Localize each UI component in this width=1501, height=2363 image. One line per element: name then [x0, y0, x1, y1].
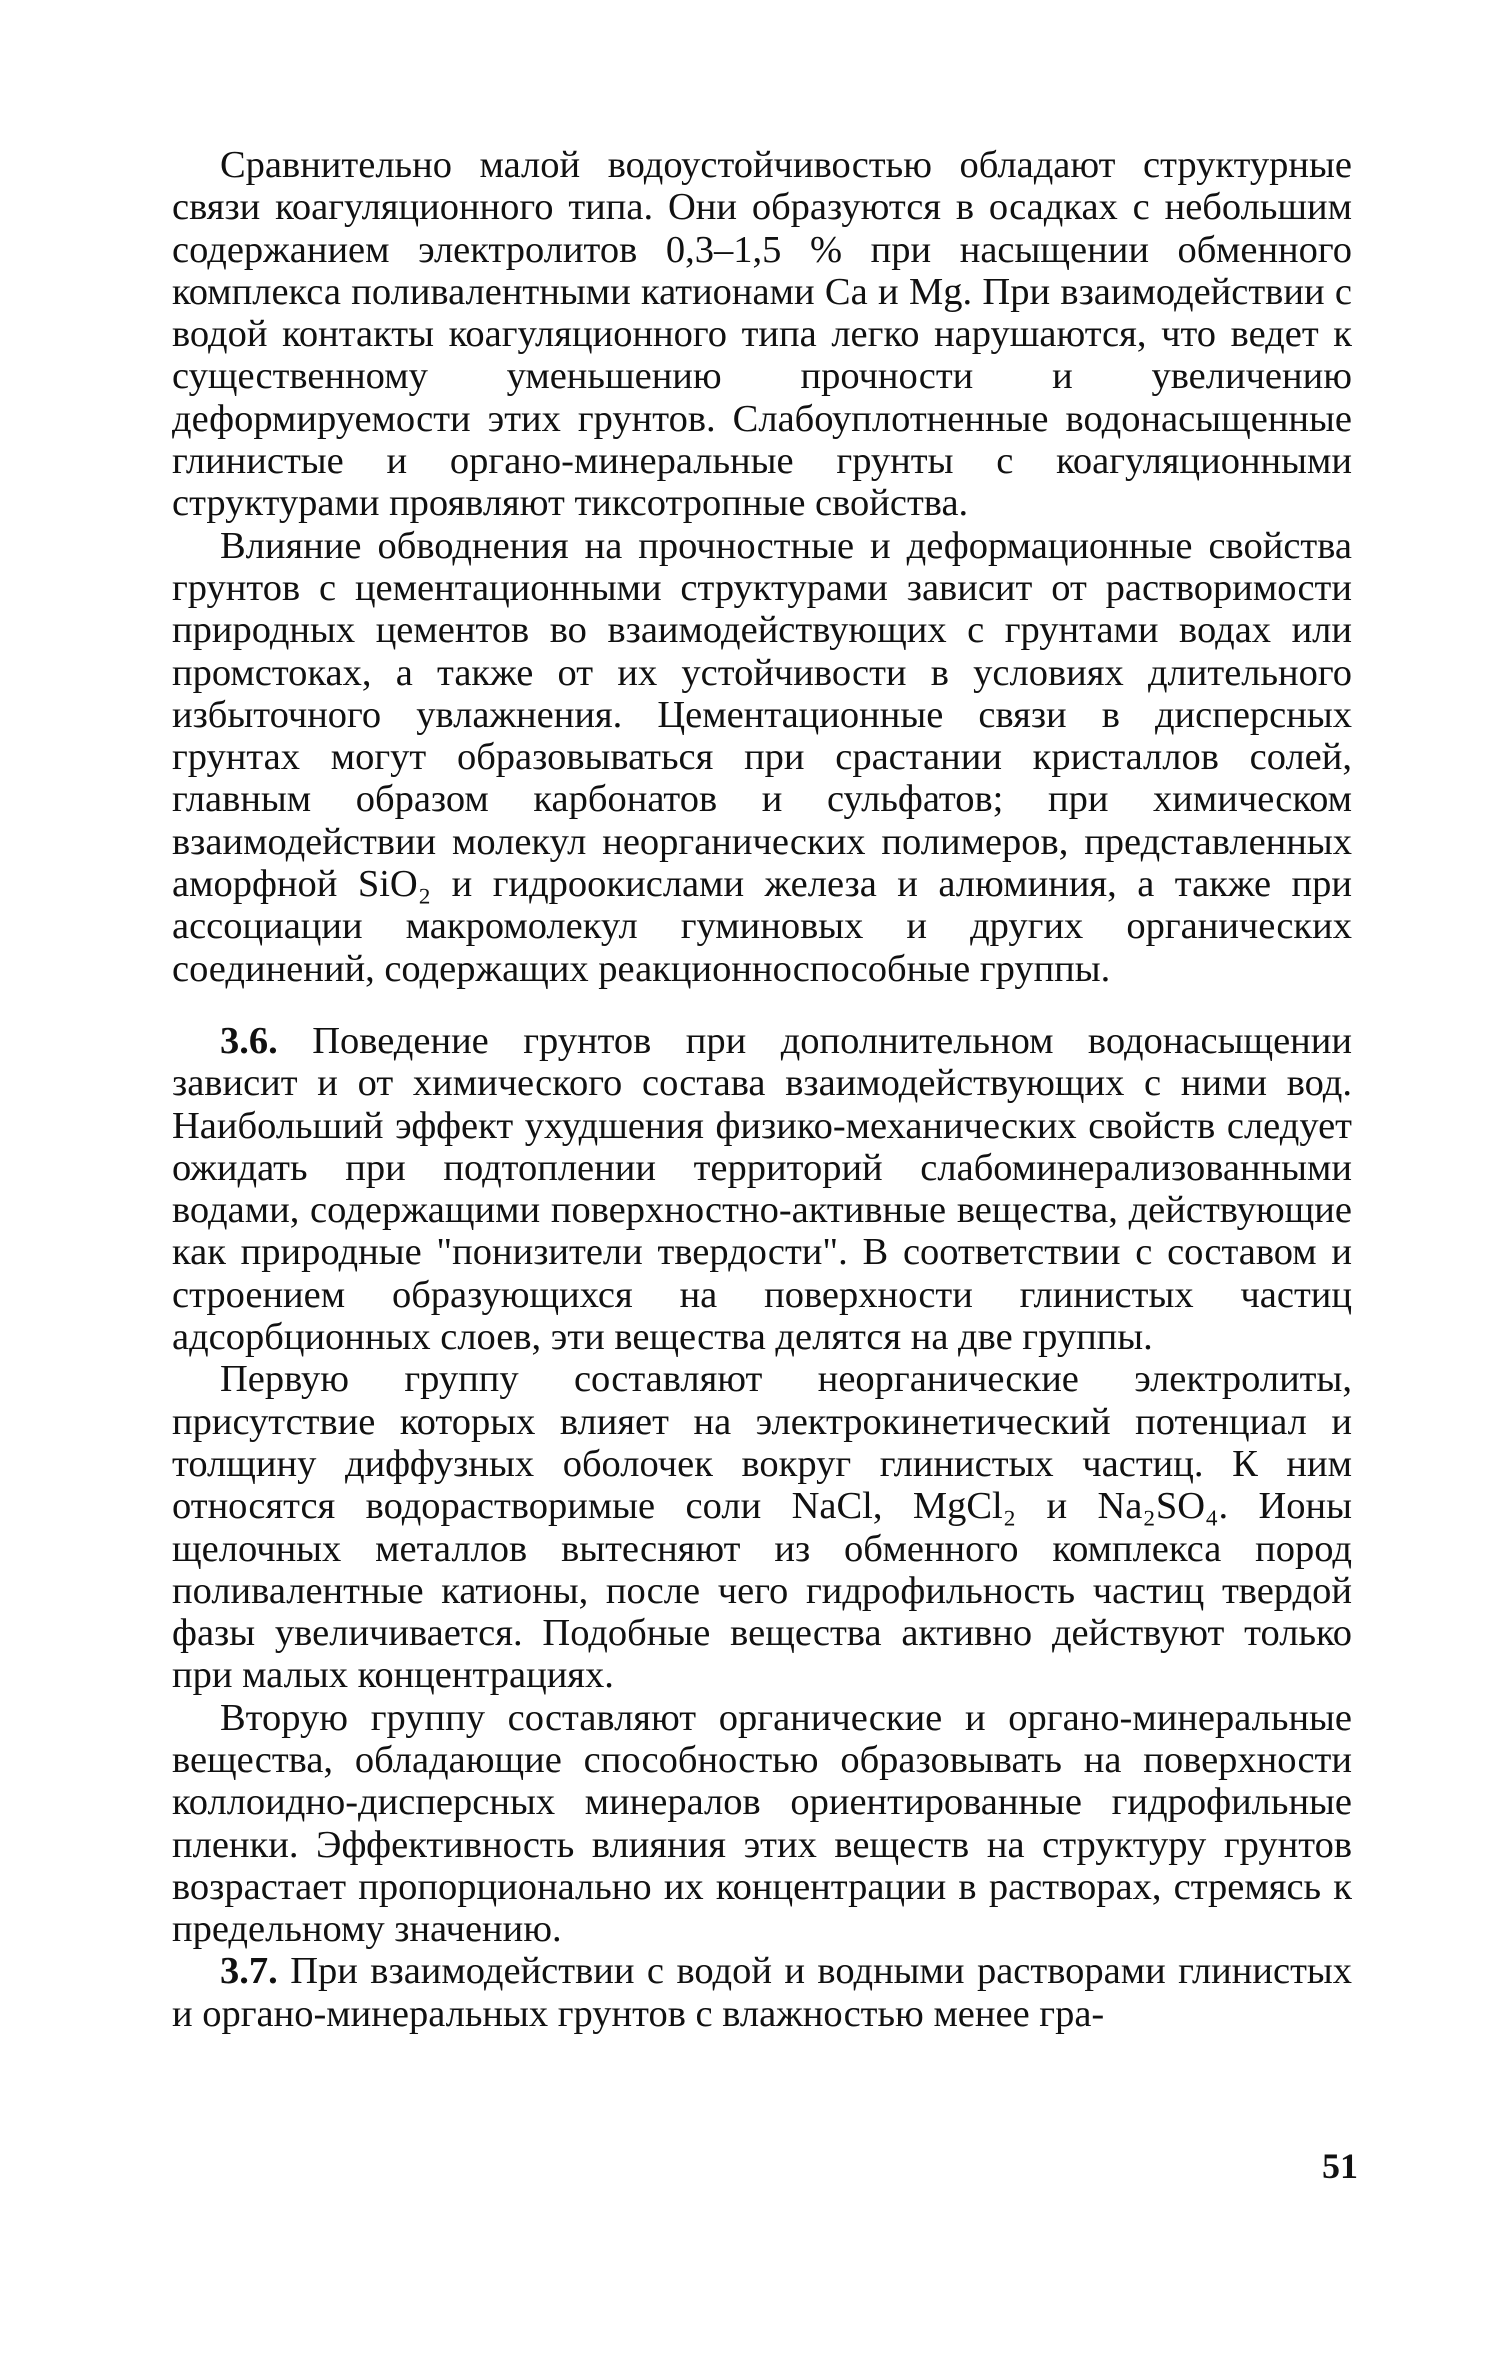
section-3-6-paragraph: [172, 1020, 1352, 1358]
page-number: 51: [1322, 2146, 1358, 2186]
paragraph-text: Поведение грунтов при дополнительном водонасыщении зависит и от химического состава взаимодействующих с ними вод. Наибольший эффект ухудшения физико-механических свойств следует ожидать при подтоплении территорий слабоминерализованными водами, содержащими поверхностно-активные вещества, действующие как природные "понизители твердости". В соответствии с составом и строением образующихся на поверхности глинистых частиц адсорбционных слоев, эти вещества делятся на две группы.: [172, 1019, 1352, 1359]
paragraph-text: Первую группу составляют неорганические электролиты, присутствие которых влияет на электрокинетический потенциал и толщину диффузных оболочек вокруг глинистых частиц. К ним относятся водорастворимые соли NaCl, MgCl₂ и Na₂SO₄. Ионы щелочных металлов вытесняют из обменного комплекса пород поливалентные катионы, после чего гидрофильность частиц твердой фазы увеличивается. Подобные вещества активно действуют только при малых концентрациях.: [172, 1358, 1352, 1697]
section-number: 3.6.: [220, 1019, 278, 1062]
paragraph-text: При взаимодействии с водой и водными растворами глинистых и органо-минеральных грунтов с влажностью менее гра-: [172, 1950, 1353, 2035]
section-3-7-paragraph: [172, 1950, 1352, 2035]
paragraph-second-group: [172, 1697, 1352, 1951]
paragraph-first-group: [172, 1358, 1352, 1696]
body-text: [172, 144, 1352, 2035]
paragraph-text: Вторую группу составляют органические и органо-минеральные вещества, обладающие способностью образовывать на поверхности коллоидно-дисперсных минералов ориентированные гидрофильные пленки. Эффективность влияния этих веществ на структуру грунтов возрастает пропорционально их концентрации в растворах, стремясь к предельному значению.: [172, 1696, 1352, 1951]
section-number: 3.7.: [220, 1950, 278, 1993]
paragraph-cementation-bonds: [172, 525, 1352, 990]
paragraph-text: Сравнительно малой водоустойчивостью обладают структурные связи коагуляционного типа. Они образуются в осадках с небольшим содержанием электролитов 0,3–1,5 % при насыщении обменного комплекса поливалентными катионами Ca и Mg. При взаимодействии с водой контакты коагуляционного типа легко нарушаются, что ведет к существенному уменьшению прочности и увеличению деформируемости этих грунтов. Слабоуплотненные водонасыщенные глинистые и органо-минеральные грунты с коагуляционными структурами проявляют тиксотропные свойства.: [172, 144, 1352, 525]
paragraph-text: Влияние обводнения на прочностные и деформационные свойства грунтов с цементационными структурами зависит от растворимости природных цементов во взаимодействующих с грунтами водах или промстоках, а также от их устойчивости в условиях длительного избыточного увлажнения. Цементационные связи в дисперсных грунтах могут образовываться при срастании кристаллов солей, главным образом карбонатов и сульфатов; при химическом взаимодействии молекул неорганических полимеров, представленных аморфной SiO₂ и гидроокислами железа и алюминия, а также при ассоциации макромолекул гуминовых и других органических соединений, содержащих реакционноспособные группы.: [172, 524, 1352, 990]
paragraph-coagulation-bonds: [172, 144, 1352, 525]
